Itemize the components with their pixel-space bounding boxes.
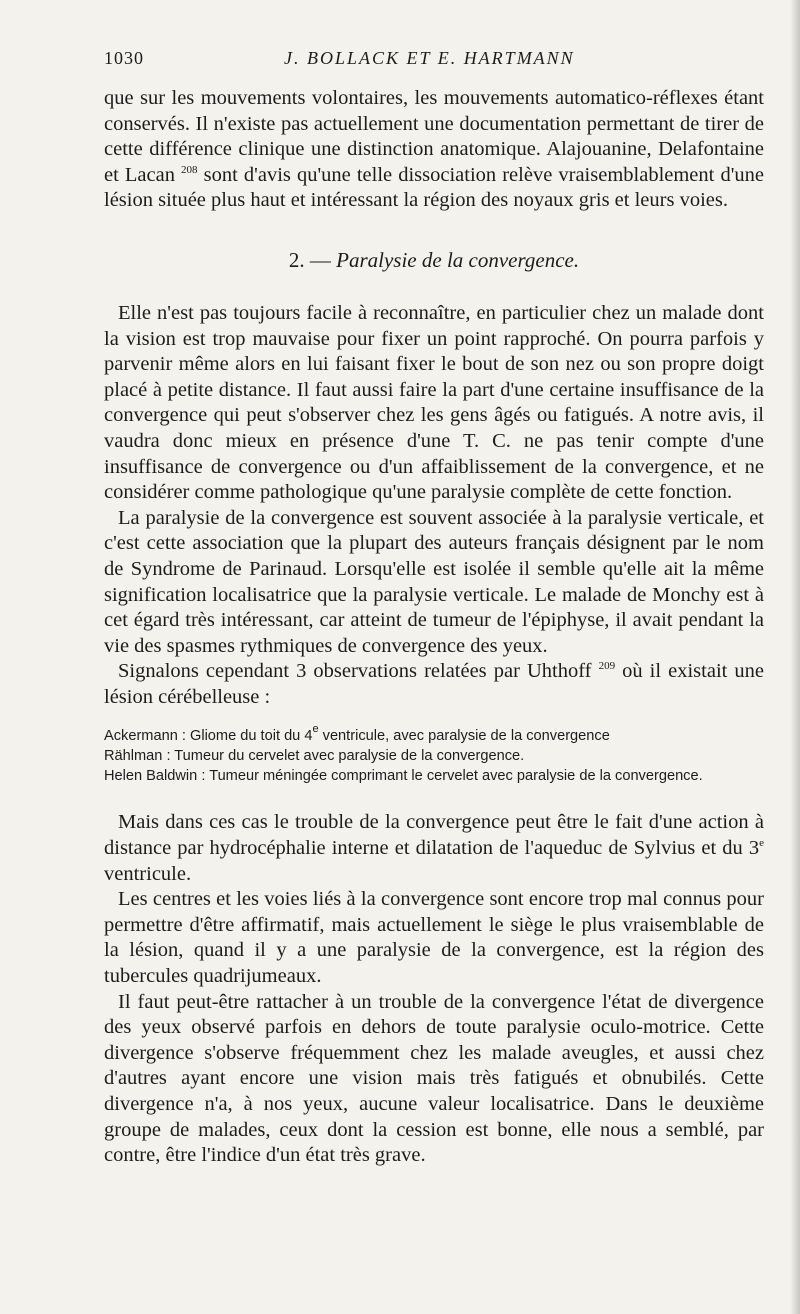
observation-item [104, 723, 764, 746]
running-title: J. BOLLACK ET E. HARTMANN [284, 48, 575, 68]
paragraph-3-text: Signalons cependant 3 observations relatées par Uhthoff [118, 660, 599, 683]
paragraph-4-text-cont: ventricule. [104, 862, 192, 885]
superscript: e [312, 723, 319, 736]
paragraph-3-text-cont: où il existait une lésion cérébelleuse : [104, 660, 764, 708]
section-title: Paralysie de la convergence. [336, 247, 580, 272]
observation-text: Helen Baldwin : Tumeur méningée comprimant le cervelet avec paralysie de la convergence. [104, 768, 703, 785]
observation-text-cont: ventricule, avec paralysie de la convergence [318, 728, 610, 745]
paragraph-6: Il faut peut-être rattacher à un trouble de la convergence l'état de divergence des yeux observé parfois en dehors de toute paralysie oculo-motrice. Cette divergence s'observe fréquemment chez les malade aveugles, et aussi chez d'autres ayant encore une vision mais très fatigués et obnubilés. Cette divergence n'a, à nos yeux, aucune valeur localisatrice. Dans le deuxième groupe de malades, ceux dont la cession est bonne, elle nous a semblé, par contre, être l'indice d'un état très grave. [104, 990, 764, 1167]
paragraph-3 [104, 659, 764, 710]
footnote-ref: 208 [181, 163, 198, 176]
paragraph-5: Les centres et les voies liés à la convergence sont encore trop mal connus pour permettre d'être affirmatif, mais actuellement le siège le plus vraisemblable de la lésion, quand il y a une paralysie de la convergence, est la région des tubercules quadrijumeaux. [104, 888, 764, 988]
paragraph-2: La paralysie de la convergence est souvent associée à la paralysie verticale, et c'est cette association que la plupart des auteurs français désignent par le nom de Syndrome de Parinaud. Lorsqu'elle est isolée il semble qu'elle ait la même signification localisatrice que la paralysie verticale. Le malade de Monchy est à cet égard très intéressant, car atteint de tumeur de l'épiphyse, il avait pendant la vie des spasmes rythmiques de convergence des yeux. [104, 506, 764, 657]
observation-item [104, 746, 764, 766]
superscript: e [759, 837, 764, 850]
paragraph-4-text: Mais dans ces cas le trouble de la convergence peut être le fait d'une action à distance par hydrocéphalie interne et dilatation de l'aqueduc de Sylvius et du 3 [104, 811, 764, 860]
footnote-ref: 209 [598, 660, 616, 673]
observations-list [104, 723, 764, 786]
section-number: 2. — [288, 247, 337, 272]
section-heading [104, 248, 764, 273]
observation-text: Ackermann : Gliome du toit du 4 [104, 728, 313, 745]
intro-paragraph [104, 86, 764, 214]
intro-text: que sur les mouvements volontaires, les mouvements automatico-réflexes étant conservés. Il n'existe pas actuellement une documentation permettant de tirer de cette différence clinique une distinction anatomique. Alajouanine, Delafontaine et Lacan [104, 87, 764, 186]
paragraph-1: Elle n'est pas toujours facile à reconnaître, en particulier chez un malade dont la vision est trop mauvaise pour fixer un point rapproché. On pourra parfois y parvenir même alors en lui faisant fixer le bout de son nez ou son propre doigt placé à petite distance. Il faut aussi faire la part d'une certaine insuffisance de la convergence qui peut s'observer chez les gens âgés ou fatigués. A notre avis, il vaudra donc mieux en présence d'une T. C. ne pas tenir compte d'une insuffisance de convergence ou d'un affaiblissement de la convergence, et ne considérer comme pathologique qu'une paralysie complète de cette fonction. [104, 301, 764, 504]
paragraph-4 [104, 810, 764, 887]
observation-text: Rählman : Tumeur du cervelet avec paralysie de la convergence. [104, 748, 525, 765]
intro-text-cont: sont d'avis qu'une telle dissociation relève vraisemblablement d'une lésion située plus haut et intéressant la région des noyaux gris et leurs voies. [104, 163, 764, 212]
page-edge-shadow [790, 0, 800, 1314]
page-number: 1030 [104, 48, 144, 68]
page-header [104, 48, 764, 86]
observation-item [104, 766, 764, 786]
